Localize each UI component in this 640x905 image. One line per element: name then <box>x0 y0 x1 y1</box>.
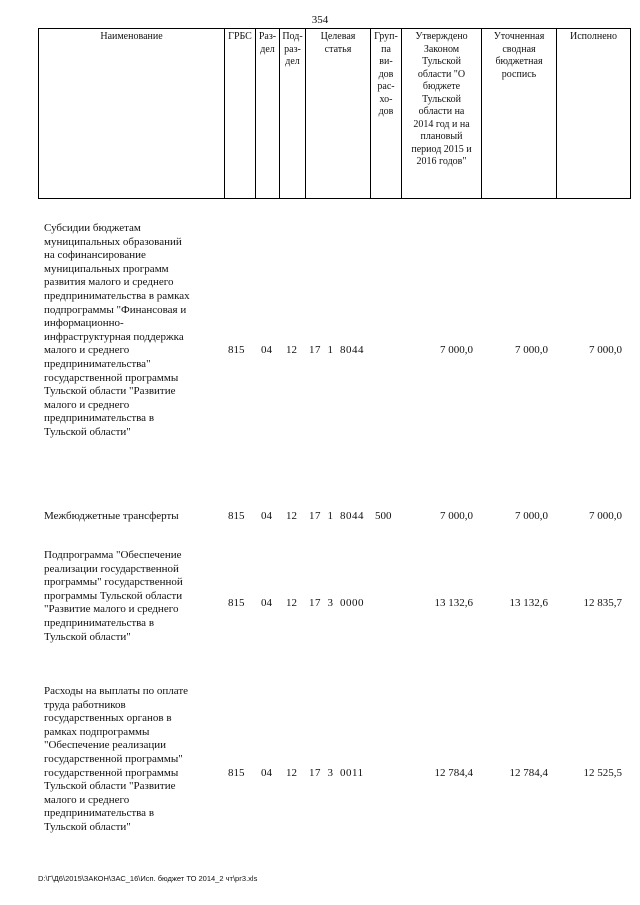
row-grbs: 815 <box>228 344 245 356</box>
row-razdel: 04 <box>261 767 272 779</box>
table-header <box>38 28 631 199</box>
col-header-name: Наименование <box>39 29 225 199</box>
row-statya: 17 1 8044 <box>309 510 364 522</box>
row-name: Межбюджетные трансферты <box>44 510 179 522</box>
row-name: Расходы на выплаты по оплате труда работников государственных органов в рамках подпрограммы "Обеспечение реализации государственной программы" государственной программы Тульской области "Развитие малого и среднего предпринимательства в Тульской области" <box>44 685 189 833</box>
row-podrazdel: 12 <box>286 767 297 779</box>
col-header-refined: Уточненная сводная бюджетная роспись <box>482 29 557 199</box>
col-header-razdel: Раз- дел <box>256 29 280 199</box>
row-executed: 7 000,0 <box>589 510 622 522</box>
row-name: Субсидии бюджетам муниципальных образований на софинансирование муниципальных программ развития малого и среднего предпринимательства в рамках подпрограммы "Финансовая и информационно- инфраструктурная поддержка малого и среднего предпринимательства" государственной программы Тульской области "Развитие малого и среднего предпринимательства в Тульской области" <box>44 222 190 438</box>
row-statya: 17 3 0000 <box>309 597 364 609</box>
row-grbs: 815 <box>228 597 245 609</box>
col-header-grbs: ГРБС <box>225 29 256 199</box>
row-approved: 12 784,4 <box>434 767 473 779</box>
row-razdel: 04 <box>261 597 272 609</box>
row-podrazdel: 12 <box>286 344 297 356</box>
row-refined: 7 000,0 <box>515 344 548 356</box>
row-grbs: 815 <box>228 767 245 779</box>
row-executed: 12 835,7 <box>583 597 622 609</box>
row-razdel: 04 <box>261 344 272 356</box>
row-refined: 12 784,4 <box>509 767 548 779</box>
row-executed: 12 525,5 <box>583 767 622 779</box>
col-header-statya: Целевая статья <box>306 29 371 199</box>
col-header-podrazdel: Под- раз- дел <box>280 29 306 199</box>
row-podrazdel: 12 <box>286 510 297 522</box>
col-header-approved: Утверждено Законом Тульской области "О бюджете Тульской области на 2014 год и на плановый период 2015 и 2016 годов" <box>402 29 482 199</box>
col-header-executed: Исполнено <box>557 29 631 199</box>
row-approved: 7 000,0 <box>440 344 473 356</box>
col-header-vid: Груп- па ви- дов рас- хо- дов <box>371 29 402 199</box>
row-refined: 7 000,0 <box>515 510 548 522</box>
page-number: 354 <box>311 14 329 26</box>
row-podrazdel: 12 <box>286 597 297 609</box>
row-grbs: 815 <box>228 510 245 522</box>
row-name: Подпрограмма "Обеспечение реализации государственной программы" государственной программы Тульской области "Развитие малого и среднего предпринимательства в Тульской области" <box>44 549 183 643</box>
row-approved: 13 132,6 <box>434 597 473 609</box>
row-statya: 17 3 0011 <box>309 767 364 779</box>
row-executed: 7 000,0 <box>589 344 622 356</box>
row-vid: 500 <box>375 510 392 522</box>
row-approved: 7 000,0 <box>440 510 473 522</box>
row-statya: 17 1 8044 <box>309 344 364 356</box>
row-refined: 13 132,6 <box>509 597 548 609</box>
row-razdel: 04 <box>261 510 272 522</box>
file-path-footer: D:\Г\Д6\2015\ЗАКОН\ЗАС_16\Исп. бюджет ТО 2014_2 чт\рг3.xls <box>38 874 258 883</box>
